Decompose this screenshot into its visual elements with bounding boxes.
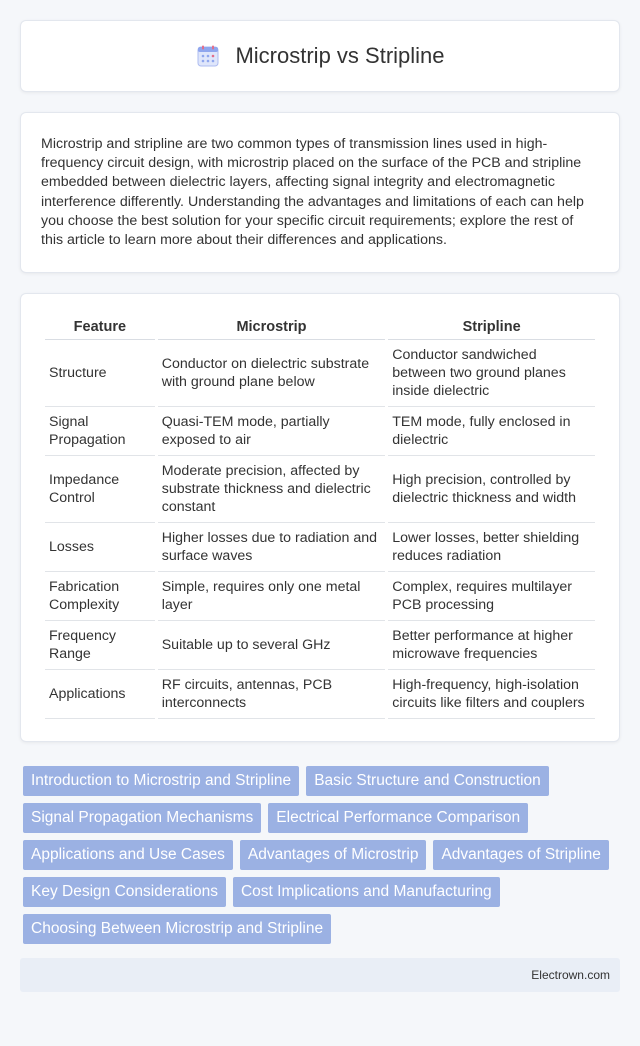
- cell-stripline: TEM mode, fully enclosed in dielectric: [388, 407, 595, 456]
- tag-introduction[interactable]: Introduction to Microstrip and Stripline: [23, 766, 299, 796]
- cell-feature: Structure: [45, 340, 155, 407]
- cell-microstrip: Simple, requires only one metal layer: [158, 572, 386, 621]
- header-microstrip: Microstrip: [158, 314, 386, 340]
- tag-signal-propagation[interactable]: Signal Propagation Mechanisms: [23, 803, 261, 833]
- cell-microstrip: Conductor on dielectric substrate with ground plane below: [158, 340, 386, 407]
- comparison-table: [42, 314, 598, 719]
- header-card: [20, 20, 620, 92]
- footer: [20, 958, 620, 992]
- cell-feature: Frequency Range: [45, 621, 155, 670]
- cell-stripline: High-frequency, high-isolation circuits like filters and couplers: [388, 670, 595, 719]
- cell-microstrip: Moderate precision, affected by substrate thickness and dielectric constant: [158, 456, 386, 523]
- tag-electrical-performance[interactable]: Electrical Performance Comparison: [268, 803, 528, 833]
- cell-feature: Applications: [45, 670, 155, 719]
- tag-choosing[interactable]: Choosing Between Microstrip and Stripline: [23, 914, 331, 944]
- cell-microstrip: Higher losses due to radiation and surface waves: [158, 523, 386, 572]
- comparison-table-card: [20, 293, 620, 742]
- tag-cost-manufacturing[interactable]: Cost Implications and Manufacturing: [233, 877, 500, 907]
- tag-design-considerations[interactable]: Key Design Considerations: [23, 877, 226, 907]
- cell-feature: Losses: [45, 523, 155, 572]
- tag-advantages-microstrip[interactable]: Advantages of Microstrip: [240, 840, 427, 870]
- table-row: [45, 670, 595, 719]
- intro-card: [20, 112, 620, 273]
- tag-advantages-stripline[interactable]: Advantages of Stripline: [433, 840, 608, 870]
- cell-feature: Signal Propagation: [45, 407, 155, 456]
- page-title: Microstrip vs Stripline: [235, 43, 445, 68]
- intro-text: Microstrip and stripline are two common types of transmission lines used in high-frequency circuit design, with microstrip placed on the surface of the PCB and stripline embedded between dielectric layers, affecting signal integrity and electromagnetic interference differently. Understanding the advantages and limitations of each can help you choose the best solution for your specific circuit requirements; explore the rest of this article to learn more about their differences and applications.: [41, 136, 584, 249]
- cell-stripline: Conductor sandwiched between two ground planes inside dielectric: [388, 340, 595, 407]
- table-row: [45, 572, 595, 621]
- cell-microstrip: Suitable up to several GHz: [158, 621, 386, 670]
- cell-stripline: High precision, controlled by dielectric thickness and width: [388, 456, 595, 523]
- cell-stripline: Complex, requires multilayer PCB processing: [388, 572, 595, 621]
- cell-feature: Impedance Control: [45, 456, 155, 523]
- topic-tags: [20, 766, 620, 944]
- table-row: [45, 621, 595, 670]
- cell-stripline: Lower losses, better shielding reduces radiation: [388, 523, 595, 572]
- tag-applications[interactable]: Applications and Use Cases: [23, 840, 233, 870]
- table-row: [45, 523, 595, 572]
- cell-stripline: Better performance at higher microwave frequencies: [388, 621, 595, 670]
- footer-brand[interactable]: Electrown.com: [531, 968, 610, 983]
- table-row: [45, 456, 595, 523]
- grid-calendar-icon: [195, 43, 221, 69]
- cell-microstrip: Quasi-TEM mode, partially exposed to air: [158, 407, 386, 456]
- table-row: [45, 340, 595, 407]
- header-stripline: Stripline: [388, 314, 595, 340]
- table-header-row: [45, 314, 595, 340]
- tag-basic-structure[interactable]: Basic Structure and Construction: [306, 766, 549, 796]
- header-feature: Feature: [45, 314, 155, 340]
- table-row: [45, 407, 595, 456]
- cell-feature: Fabrication Complexity: [45, 572, 155, 621]
- cell-microstrip: RF circuits, antennas, PCB interconnects: [158, 670, 386, 719]
